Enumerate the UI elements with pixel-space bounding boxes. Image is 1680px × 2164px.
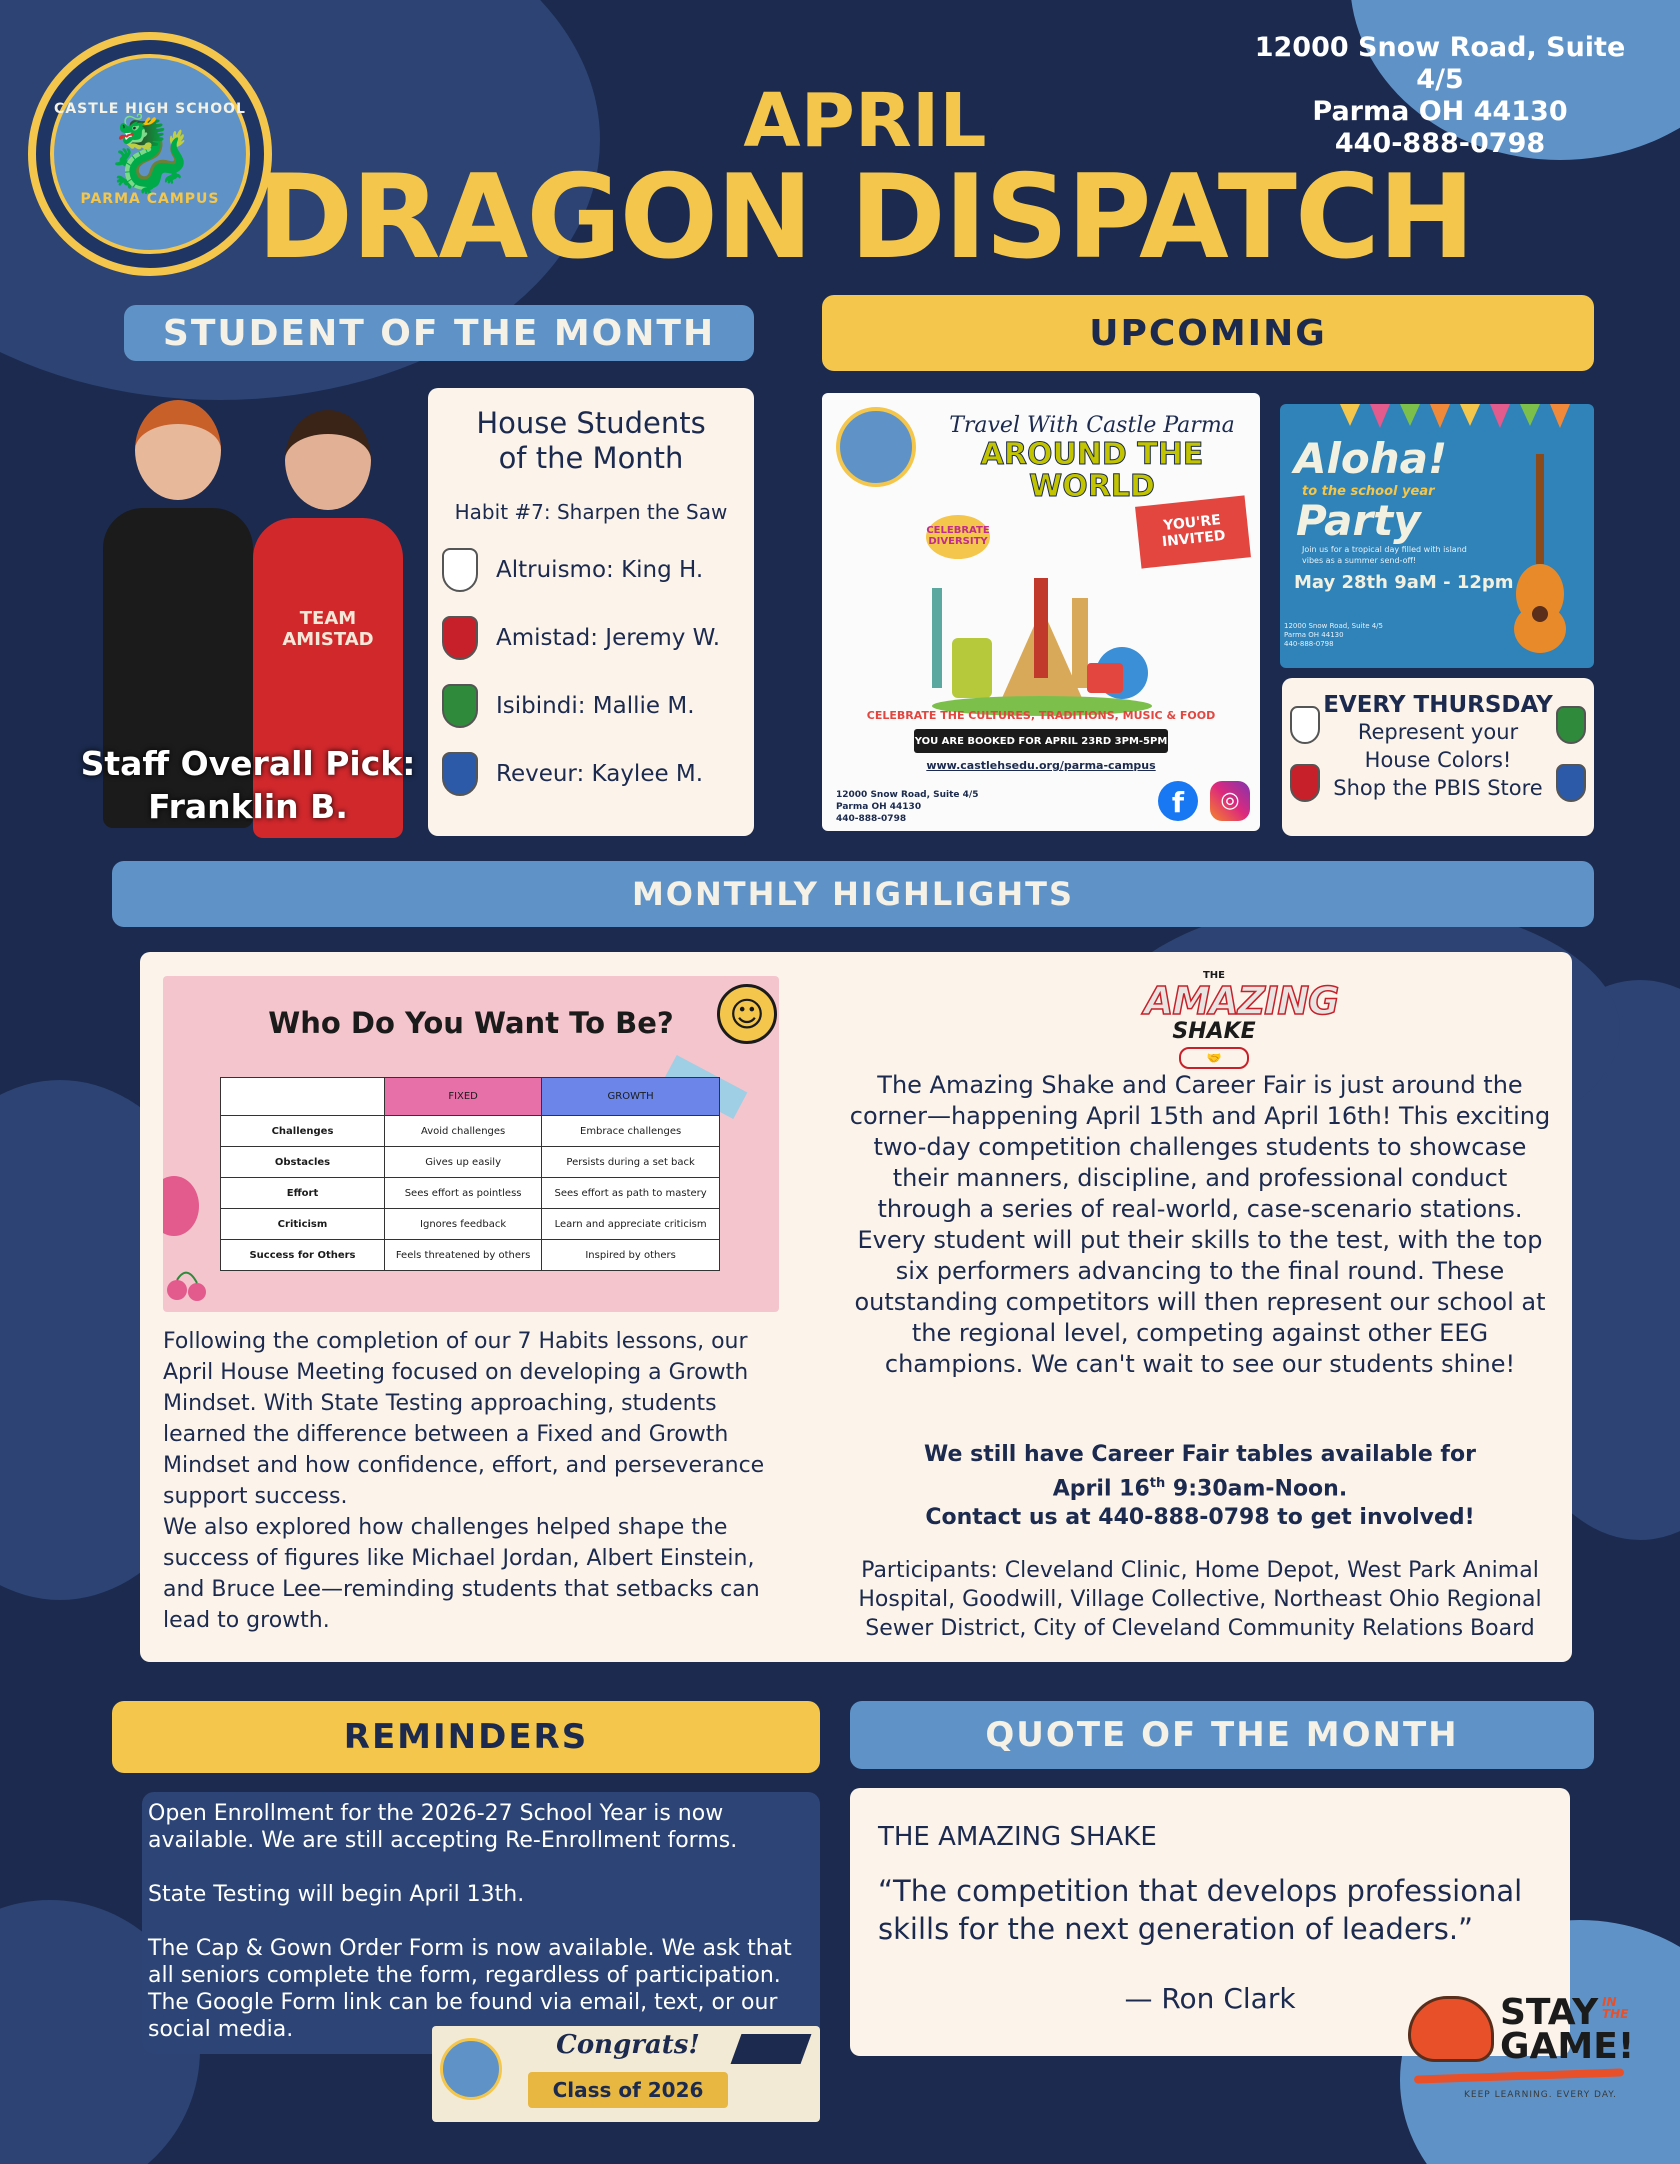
house-card-title bbox=[442, 406, 740, 476]
party-text: Party bbox=[1296, 496, 1421, 545]
table-row bbox=[221, 1209, 720, 1240]
congrats-text: Congrats! bbox=[556, 2030, 700, 2060]
staff-pick-label: Staff Overall Pick: bbox=[80, 744, 416, 783]
amazing-shake-logo bbox=[1144, 970, 1339, 1074]
amistad-crest-icon bbox=[442, 616, 478, 660]
ukulele-icon bbox=[1512, 454, 1568, 654]
swoosh-decoration bbox=[1414, 2068, 1624, 2083]
row-label: Challenges bbox=[221, 1116, 385, 1147]
house-winner: Isibindi: Mallie M. bbox=[496, 693, 695, 719]
isibindi-crest-icon bbox=[442, 684, 478, 728]
flyer-celebrate-text: CELEBRATE THE CULTURES, TRADITIONS, MUSIC & FOOD bbox=[866, 709, 1216, 722]
address-line: Parma OH 44130 bbox=[1312, 96, 1568, 127]
congrats-school-logo bbox=[440, 2038, 502, 2100]
logo-top-text: CASTLE HIGH SCHOOL bbox=[54, 101, 246, 117]
every-thursday-card bbox=[1282, 678, 1594, 836]
monthly-highlights-heading: MONTHLY HIGHLIGHTS bbox=[112, 861, 1594, 927]
stay-word: STAY bbox=[1500, 1992, 1599, 2033]
fixed-cell: Gives up easily bbox=[385, 1147, 542, 1178]
habit-label: Habit #7: Sharpen the Saw bbox=[454, 500, 728, 524]
aloha-text: Aloha! bbox=[1294, 434, 1448, 483]
graduation-cap-icon bbox=[731, 2034, 812, 2064]
row-label: Effort bbox=[221, 1178, 385, 1209]
phone-number: 440-888-0798 bbox=[1334, 128, 1546, 159]
celebrate-diversity-badge: CELEBRATE DIVERSITY bbox=[926, 515, 990, 559]
col-fixed: FIXED bbox=[385, 1078, 542, 1116]
staff-pick bbox=[78, 742, 418, 828]
paragraph: Following the completion of our 7 Habits lessons, our April House Meeting focused on developing a Growth Mindset. With State Testing approaching, students learned the difference between a Fixed and Growth Mindset and how confidence, effort, and perseverance support success. bbox=[163, 1329, 765, 1509]
logo-bottom-text: PARMA CAMPUS bbox=[80, 191, 220, 207]
newsletter-title: DRAGON DISPATCH bbox=[256, 150, 1474, 285]
house-title-line: House Students bbox=[476, 406, 706, 440]
facebook-icon: f bbox=[1158, 781, 1198, 821]
reminder-item: State Testing will begin April 13th. bbox=[148, 1882, 525, 1907]
career-date-line bbox=[844, 1469, 1556, 1503]
fixed-cell: Avoid challenges bbox=[385, 1116, 542, 1147]
growth-cell: Inspired by others bbox=[542, 1240, 720, 1271]
class-of-ribbon: Class of 2026 bbox=[528, 2072, 728, 2108]
paragraph: We also explored how challenges helped shape the success of figures like Michael Jordan, Albert Einstein, and Bruce Lee—reminding students that setbacks can lead to growth. bbox=[163, 1515, 760, 1633]
career-date-suffix: th bbox=[1149, 1476, 1166, 1491]
career-fair-notice bbox=[844, 1440, 1556, 1532]
flyer-address-line: 440-888-0798 bbox=[836, 814, 907, 824]
issue-month: APRIL bbox=[743, 78, 987, 164]
aloha-address-line: 12000 Snow Road, Suite 4/5 bbox=[1284, 622, 1383, 630]
stay-tagline: KEEP LEARNING. EVERY DAY. bbox=[1464, 2090, 1617, 2100]
row-label: Obstacles bbox=[221, 1147, 385, 1178]
staff-pick-name: Franklin B. bbox=[148, 787, 348, 826]
house-crest-icon bbox=[1556, 764, 1586, 802]
shake-the: THE bbox=[1202, 970, 1226, 981]
game-word: GAME! bbox=[1500, 2026, 1635, 2067]
shake-amazing: AMAZING bbox=[1144, 979, 1339, 1023]
table-row bbox=[221, 1178, 720, 1209]
address-line: 12000 Snow Road, Suite 4/5 bbox=[1254, 32, 1626, 95]
table-corner bbox=[221, 1078, 385, 1116]
house-row bbox=[442, 548, 740, 592]
flower-icon bbox=[163, 1176, 199, 1236]
growth-mindset-graphic bbox=[163, 976, 779, 1312]
house-winner: Altruismo: King H. bbox=[496, 557, 704, 583]
world-landmarks-illustration bbox=[922, 568, 1162, 718]
fixed-cell: Sees effort as pointless bbox=[385, 1178, 542, 1209]
helmet-icon bbox=[1408, 1996, 1494, 2062]
aloha-address-line: 440-888-0798 bbox=[1284, 640, 1334, 648]
upcoming-heading: UPCOMING bbox=[822, 295, 1594, 371]
row-label: Criticism bbox=[221, 1209, 385, 1240]
shake-shake: SHAKE bbox=[1172, 1019, 1256, 1044]
aloha-date: May 28th 9aM - 12pm bbox=[1294, 572, 1514, 593]
reminder-item: The Cap & Gown Order Form is now available. We ask that all seniors complete the form, regardless of participation. The Google Form link can be found via email, text, or our social media. bbox=[148, 1936, 792, 2042]
house-students-card bbox=[428, 388, 754, 836]
growth-cell: Embrace challenges bbox=[542, 1116, 720, 1147]
house-winner: Amistad: Jeremy W. bbox=[496, 625, 721, 651]
flyer-travel-text: Travel With Castle Parma bbox=[949, 413, 1235, 438]
aloha-description: Join us for a tropical day filled with island vibes as a summer send-off! bbox=[1302, 545, 1467, 565]
house-crest-icon bbox=[1290, 706, 1320, 744]
house-row bbox=[442, 684, 740, 728]
house-crest-icon bbox=[1556, 706, 1586, 744]
reminders-heading: REMINDERS bbox=[112, 1701, 820, 1773]
flyer-title: AROUND THE WORLD bbox=[980, 437, 1204, 504]
house-winner: Reveur: Kaylee M. bbox=[496, 761, 704, 787]
house-crest-icon bbox=[1290, 764, 1320, 802]
career-time: 9:30am-Noon. bbox=[1165, 1476, 1348, 1502]
amistad-shirt-text: TEAM AMISTAD bbox=[253, 518, 403, 838]
in-the-text: IN THE bbox=[1602, 1995, 1629, 2021]
flyer-school-logo bbox=[836, 407, 916, 487]
career-line: We still have Career Fair tables available for bbox=[924, 1442, 1476, 1467]
house-row bbox=[442, 752, 740, 796]
dragon-icon: 🐉 bbox=[103, 111, 197, 197]
around-the-world-flyer bbox=[822, 393, 1260, 831]
cherry-icon bbox=[163, 1262, 213, 1302]
aloha-address-line: Parma OH 44130 bbox=[1284, 631, 1344, 639]
table-row bbox=[221, 1147, 720, 1178]
handshake-icon: 🤝 bbox=[1179, 1047, 1249, 1069]
quote-author: — Ron Clark bbox=[1124, 1982, 1296, 2015]
thursday-line: Shop the PBIS Store bbox=[1333, 776, 1543, 800]
table-row bbox=[221, 1240, 720, 1271]
quote-title: THE AMAZING SHAKE bbox=[878, 1822, 1157, 1852]
smiley-icon: ☺ bbox=[717, 984, 777, 1044]
flyer-booked-banner: YOU ARE BOOKED FOR APRIL 23RD 3PM-5PM bbox=[914, 729, 1168, 753]
growth-cell: Persists during a set back bbox=[542, 1147, 720, 1178]
career-date: April 16 bbox=[1052, 1476, 1150, 1502]
stay-in-the-game-logo bbox=[1404, 1990, 1634, 2106]
growth-cell: Sees effort as path to mastery bbox=[542, 1178, 720, 1209]
mindset-title: Who Do You Want To Be? bbox=[268, 1006, 674, 1040]
thursday-line: House Colors! bbox=[1364, 748, 1512, 772]
instagram-icon: ◎ bbox=[1210, 781, 1250, 821]
mindset-table bbox=[220, 1077, 720, 1271]
quote-heading: QUOTE OF THE MONTH bbox=[850, 1701, 1594, 1769]
quote-text: “The competition that develops professional skills for the next generation of leaders.” bbox=[878, 1874, 1523, 1946]
house-title-line: of the Month bbox=[498, 441, 684, 475]
reminder-item: Open Enrollment for the 2026-27 School Year is now available. We are still accepting Re-Enrollment forms. bbox=[148, 1801, 738, 1853]
invited-banner: YOU'RE INVITED bbox=[1135, 495, 1251, 568]
flyer-address-line: 12000 Snow Road, Suite 4/5 bbox=[836, 790, 979, 800]
flyer-address bbox=[836, 789, 978, 825]
student-of-month-heading: STUDENT OF THE MONTH bbox=[124, 305, 754, 361]
fixed-cell: Ignores feedback bbox=[385, 1209, 542, 1240]
flyer-address-line: Parma OH 44130 bbox=[836, 802, 922, 812]
table-row bbox=[221, 1116, 720, 1147]
thursday-line: Represent your bbox=[1357, 720, 1519, 744]
fixed-cell: Feels threatened by others bbox=[385, 1240, 542, 1271]
amazing-shake-text: The Amazing Shake and Career Fair is just around the corner—happening April 15th and April 16th! This exciting two-day competition challenges students to showcase their manners, discipline, and professional conduct through a series of real-world, case-scenario stations. Every student will put their skills to the test, with the top six performers advancing to the final round. These outstanding competitors will then represent our school at the regional level, competing against other EEG champions. We can't wait to see our students shine! bbox=[849, 1071, 1551, 1378]
growth-cell: Learn and appreciate criticism bbox=[542, 1209, 720, 1240]
row-label: Success for Others bbox=[221, 1240, 385, 1271]
participants-list: Participants: Cleveland Clinic, Home Depot, West Park Animal Hospital, Goodwill, Village Collective, Northeast Ohio Regional Sewer District, City of Cleveland Community Relations Board bbox=[858, 1558, 1542, 1641]
aloha-address bbox=[1284, 622, 1383, 649]
col-growth: GROWTH bbox=[542, 1078, 720, 1116]
aloha-party-flyer bbox=[1280, 404, 1594, 668]
altruismo-crest-icon bbox=[442, 548, 478, 592]
congrats-class-banner bbox=[432, 2026, 820, 2122]
house-row bbox=[442, 616, 740, 660]
aloha-subtitle: to the school year bbox=[1302, 484, 1435, 499]
flyer-url: www.castlehsedu.org/parma-campus bbox=[926, 759, 1156, 772]
career-contact: Contact us at 440-888-0798 to get involved! bbox=[925, 1505, 1475, 1531]
reveur-crest-icon bbox=[442, 752, 478, 796]
house-meeting-text bbox=[163, 1326, 783, 1636]
thursday-title: EVERY THURSDAY bbox=[1323, 692, 1553, 718]
